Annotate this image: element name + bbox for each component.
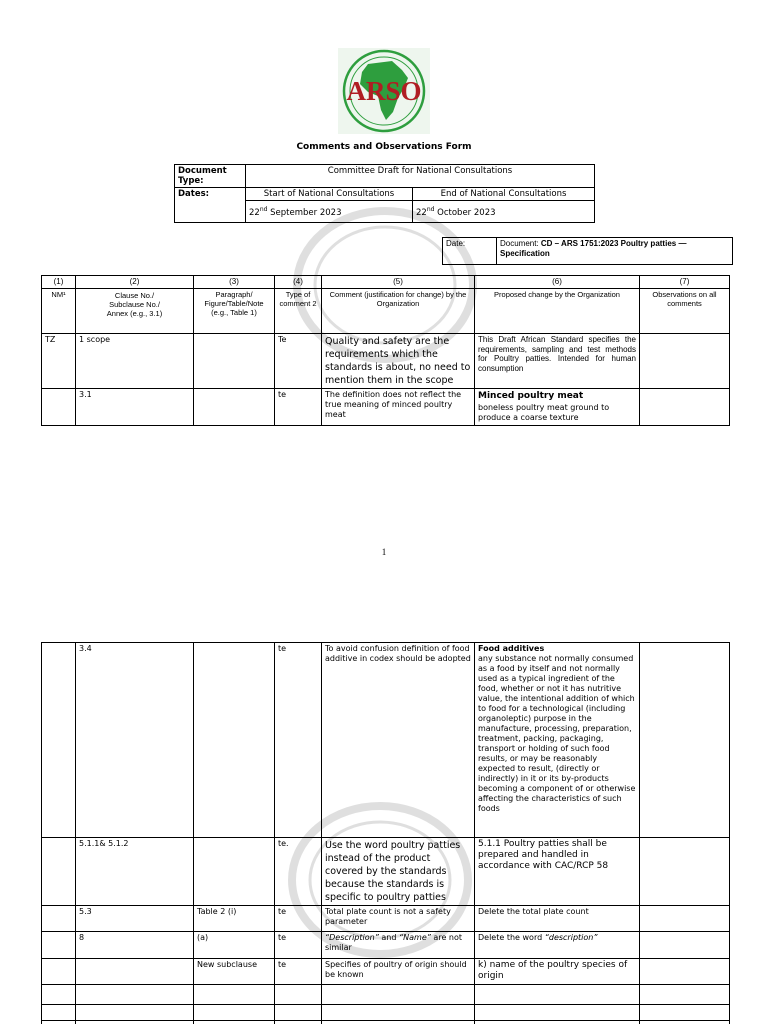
cell-comment: Specifies of poultry of origin should be known [322,959,475,985]
document-info-table [174,164,595,223]
header-type: Type of comment 2 [275,289,322,334]
table-row-empty [42,1005,730,1021]
cell-proposed: Delete the word “description” [475,932,640,959]
cell-proposed: 5.1.1 Poultry patties shall be prepared and handled in accordance with CAC/RCP 58 [475,838,640,906]
comments-table-page-2 [41,642,730,1024]
cell-clause: 1 scope [76,334,194,389]
date-label: Date: [443,238,497,265]
cell-clause: 5.1.1& 5.1.2 [76,838,194,906]
table-row [42,959,730,985]
cell-type: Te [275,334,322,389]
start-label: Start of National Consultations [246,188,413,201]
doc-type-label: Document Type: [175,165,246,188]
header-comment: Comment (justification for change) by the Organization [322,289,475,334]
cell-observations [640,932,730,959]
cell-paragraph [194,643,275,838]
header-clause: Clause No./ Subclause No./ Annex (e.g., 3.1) [76,289,194,334]
proposed-title: Food additives [478,644,545,653]
cell-clause [76,959,194,985]
proposed-title: Minced poultry meat [478,391,584,401]
arso-logo [338,48,430,134]
cell-comment: The definition does not reflect the true meaning of minced poultry meat [322,389,475,426]
page-number: 1 [381,547,387,557]
cell-clause: 3.1 [76,389,194,426]
cell-nm [42,906,76,932]
cell-nm [42,932,76,959]
dates-label: Dates: [175,188,246,223]
col-num-1: (1) [42,276,76,289]
table-row [42,389,730,426]
cell-clause: 5.3 [76,906,194,932]
col-num-7: (7) [640,276,730,289]
cell-type: te [275,932,322,959]
cell-type: te [275,959,322,985]
header-proposed: Proposed change by the Organization [475,289,640,334]
cell-paragraph: Table 2 (i) [194,906,275,932]
cell-observations [640,906,730,932]
comments-table-page-1 [41,275,730,426]
table-row [42,334,730,389]
table-row [42,906,730,932]
date-document-box [442,237,733,265]
cell-proposed: Delete the total plate count [475,906,640,932]
table-row-empty [42,985,730,1005]
col-num-5: (5) [322,276,475,289]
proposed-text: any substance not normally consumed as a food by itself and not normally used as a typical ingredient of the food, whether or not it has nutritive value, the intentional addition of which to food for a technological (including organoleptic) purpose in the manufacture, processing, preparation, treatment, packing, packaging, transport or holding of such food results, or may be reasonably expected to result, (directly or indirectly) in it or its by-products becoming a component of or otherwise affecting the characteristics of such foods [478,654,636,813]
logo-text: ARSO [346,76,422,106]
cell-proposed [475,389,640,426]
cell-comment: Total plate count is not a safety parameter [322,906,475,932]
cell-clause: 3.4 [76,643,194,838]
cell-comment: To avoid confusion definition of food additive in codex should be adopted [322,643,475,838]
cell-clause: 8 [76,932,194,959]
doc-type-value: Committee Draft for National Consultations [246,165,595,188]
header-observations: Observations on all comments [640,289,730,334]
start-date: 22nd September 2023 [246,201,413,223]
cell-type: te [275,906,322,932]
cell-type: te. [275,838,322,906]
cell-paragraph [194,838,275,906]
table-row-empty [42,1021,730,1024]
cell-observations [640,334,730,389]
col-num-2: (2) [76,276,194,289]
col-num-3: (3) [194,276,275,289]
cell-nm [42,643,76,838]
form-title: Comments and Observations Form [296,142,472,152]
cell-proposed: k) name of the poultry species of origin [475,959,640,985]
cell-observations [640,389,730,426]
cell-nm [42,959,76,985]
cell-nm [42,389,76,426]
table-row [42,932,730,959]
cell-nm [42,838,76,906]
table-row [42,838,730,906]
end-date: 22nd October 2023 [413,201,595,223]
col-num-4: (4) [275,276,322,289]
cell-paragraph [194,389,275,426]
end-label: End of National Consultations [413,188,595,201]
header-nm: NM¹ [42,289,76,334]
proposed-text: boneless poultry meat ground to produce a coarse texture [478,403,610,422]
col-num-6: (6) [475,276,640,289]
table-row [42,643,730,838]
cell-observations [640,959,730,985]
cell-type: te [275,389,322,426]
cell-comment: Quality and safety are the requirements which the standards is about, no need to mention them in the scope [322,334,475,389]
cell-paragraph [194,334,275,389]
cell-paragraph: (a) [194,932,275,959]
cell-comment: “Description” and “Name” are not similar [322,932,475,959]
cell-type: te [275,643,322,838]
cell-observations [640,643,730,838]
cell-observations [640,838,730,906]
cell-nm: TZ [42,334,76,389]
cell-proposed [475,643,640,838]
cell-paragraph: New subclause [194,959,275,985]
cell-proposed: This Draft African Standard specifies the requirements, sampling and test methods for Poultry patties. Intended for human consumption [475,334,640,389]
document-ref: Document: CD – ARS 1751:2023 Poultry patties — Specification [497,238,733,265]
cell-comment: Use the word poultry patties instead of the product covered by the standards because the standards is specific to poultry patties [322,838,475,906]
header-paragraph: Paragraph/ Figure/Table/Note (e.g., Table 1) [194,289,275,334]
